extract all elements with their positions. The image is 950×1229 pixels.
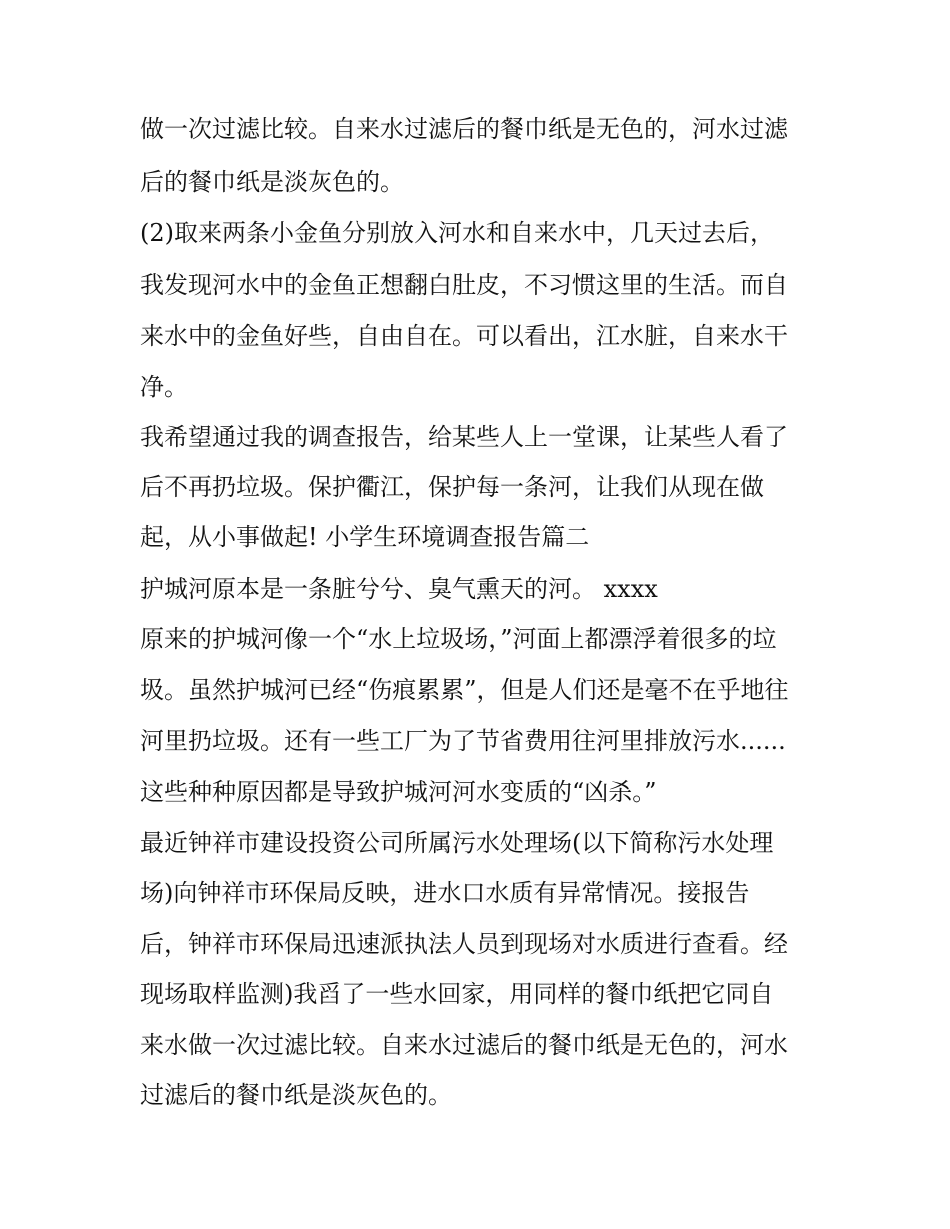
text-line-16: 场)向钟祥市环保局反映，进水口水质有异常情况。接报告 bbox=[140, 879, 750, 907]
text-line-13: 河里扔垃圾。还有一些工厂为了节省费用往河里排放污水...... bbox=[140, 727, 786, 755]
text-line-5: 来水中的金鱼好些，自由自在。可以看出，江水脏，自来水干 bbox=[140, 322, 788, 350]
text-line-3: (2)取来两条小金鱼分别放入河水和自来水中，几天过去后， bbox=[140, 219, 774, 247]
text-line-15: 最近钟祥市建设投资公司所属污水处理场(以下简称污水处理 bbox=[140, 829, 774, 857]
text-line-2: 后的餐巾纸是淡灰色的。 bbox=[140, 168, 404, 196]
text-line-17: 后，钟祥市环保局迅速派执法人员到现场对水质进行查看。经 bbox=[140, 930, 788, 958]
text-line-19: 来水做一次过滤比较。自来水过滤后的餐巾纸是无色的，河水 bbox=[140, 1031, 788, 1059]
text-line-4: 我发现河水中的金鱼正想翻白肚皮，不习惯这里的生活。而自 bbox=[140, 271, 788, 299]
text-line-9: 起，从小事做起! 小学生环境调查报告篇二 bbox=[140, 523, 590, 551]
text-line-12: 圾。虽然护城河已经“伤痕累累”，但是人们还是毫不在乎地往 bbox=[140, 676, 789, 704]
text-line-11: 原来的护城河像一个“水上垃圾场，”河面上都漂浮着很多的垃 bbox=[140, 625, 777, 653]
text-line-1: 做一次过滤比较。自来水过滤后的餐巾纸是无色的，河水过滤 bbox=[140, 115, 788, 143]
text-line-8: 后不再扔垃圾。保护衢江，保护每一条河，让我们从现在做 bbox=[140, 473, 764, 501]
text-line-10: 护城河原本是一条脏兮兮、臭气熏天的河。 xxxx bbox=[140, 575, 658, 603]
text-line-20: 过滤后的餐巾纸是淡灰色的。 bbox=[140, 1081, 452, 1109]
text-line-14: 这些种种原因都是导致护城河河水变质的“凶杀。” bbox=[140, 778, 657, 806]
text-line-18: 现场取样监测)我舀了一些水回家，用同样的餐巾纸把它同自 bbox=[140, 980, 774, 1008]
text-line-7: 我希望通过我的调查报告，给某些人上一堂课，让某些人看了 bbox=[140, 423, 788, 451]
text-line-6: 净。 bbox=[140, 373, 188, 401]
